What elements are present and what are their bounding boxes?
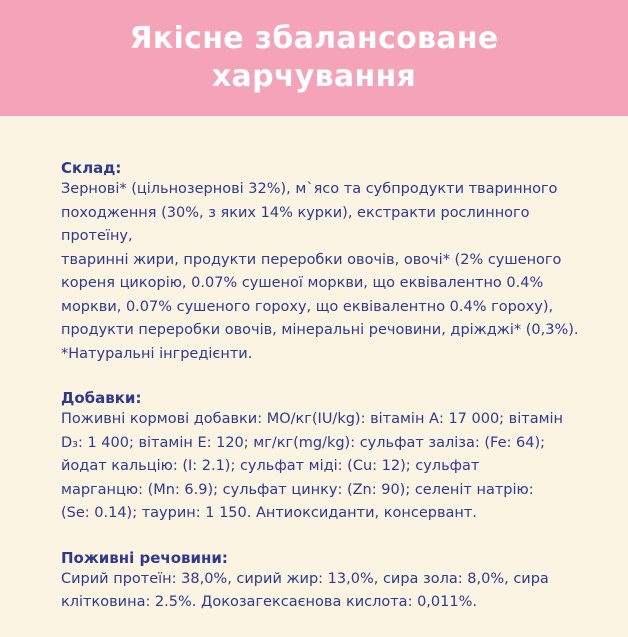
section-additives [61, 388, 601, 526]
section-title-composition: Склад: [61, 159, 122, 177]
section-composition [61, 158, 601, 366]
section-title-nutrients: Поживні речовини: [61, 548, 228, 567]
section-body-composition: Зернові* (цільнозернові 32%), м`ясо та субпродукти тваринного походження (30%, з яких 14% курки), екстракти рослинного протеїну, тваринні жири, продукти переробки овочів, овочі* (2% сушеного кореня цикорію, 0.07% сушеної моркви, що еквівалентно 0.4% моркви, 0.07% сушеного гороху, що еквівалентно 0.4% гороху), продукти переробки овочів, мінеральні речовини, дріжджі* (0,3%). *Натуральні інгредієнти. [61, 181, 579, 362]
section-body-additives: Поживні кормові добавки: МО/кг(IU/kg): вітамін А: 17 000; вітамін D₃: 1 400; вітамін Е: 120; мг/кг(mg/kg): сульфат заліза: (Fe: 64); йодат кальцію: (I: 2.1); сульфат міді: (Cu: 12); сульфат марганцю: (Mn: 6.9); сульфат цинку: (Zn: 90); селеніт натрію: (Se: 0.14); таурин: 1 150. Антиоксиданти, консервант. [61, 411, 564, 521]
section-title-additives: Добавки: [61, 389, 142, 407]
section-body-nutrients: Сирий протеїн: 38,0%, сирий жир: 13,0%, сира зола: 8,0%, сира клітковина: 2.5%. Докозагексаєнова кислота: 0,011%. [61, 570, 549, 610]
page-title: Якісне збалансоване харчування [129, 21, 499, 94]
composition-content [61, 158, 601, 637]
section-nutrients [61, 548, 601, 615]
header-banner [0, 0, 628, 116]
